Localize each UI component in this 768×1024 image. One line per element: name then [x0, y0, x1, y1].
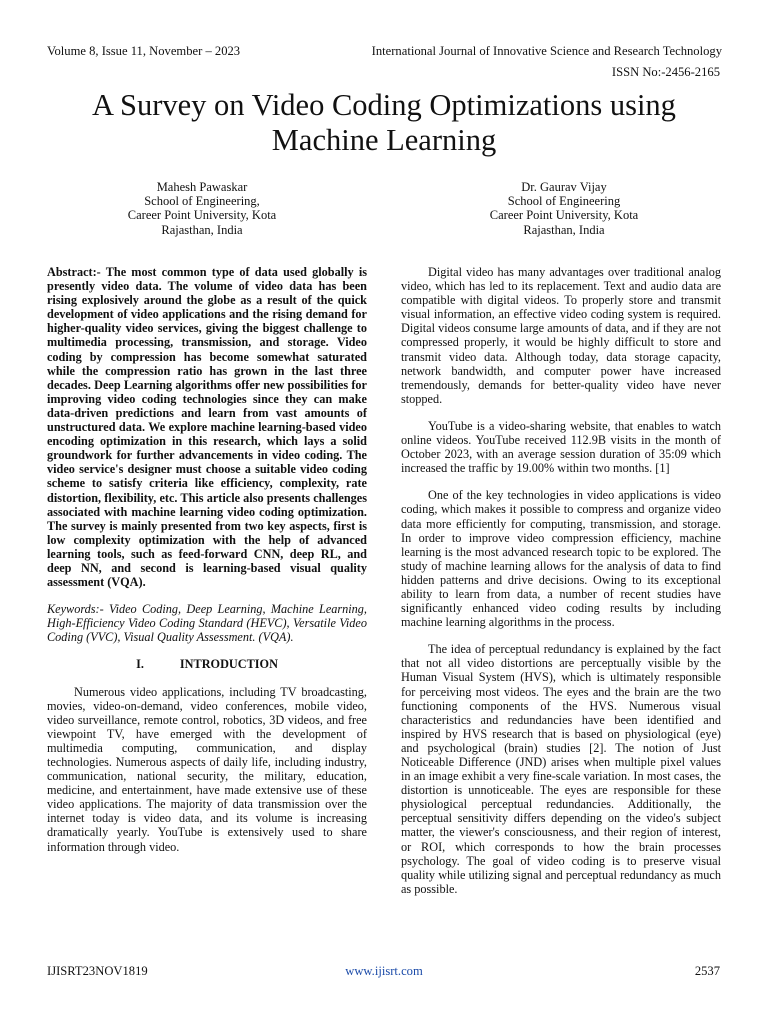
header-journal-name: International Journal of Innovative Science and Research Technology	[371, 44, 722, 58]
author-location: Rajasthan, India	[523, 222, 605, 237]
body-paragraph: The idea of perceptual redundancy is explained by the fact that not all video distortions are perceptually visible by the Human Visual System (HVS), which is ultimately responsible for perceiving most videos. The eyes and the brain are the two functioning components of the HVS. Numerous visual characteristics and redundancies have been identified and inspired by HVS research that is based on physiological (eye) and psychological (brain) studies [2]. The notion of Just Noticeable Difference (JND) arises when multiple pixel values in an image exhibit a very fine-scale variation. In most cases, the distortion is unnoticeable. The eyes are responsible for these physiological perceptual redundancies. Additionally, the perceptual sensitivity differs depending on the video's subject matter, the viewer's consciousness, and their region of interest, or ROI, which corresponds to how the brain processes psychology. The goal of video coding is to preserve visual quality while utilizing signal and perceptual redundancy as much as possible.	[401, 642, 721, 896]
author-university: Career Point University, Kota	[489, 208, 639, 223]
intro-paragraph: Numerous video applications, including TV broadcasting, movies, video-on-demand, video conferences, mobile video, video surveillance, remote control, robotics, 3D videos, and free viewpoint TV, have emerged with the development of multimedia computing, communication, and display technologies. Numerous aspects of daily life, including industry, communication, national security, the military, education, medicine, and entertainment, have made extensive use of these video applications. The majority of data transmission over the internet today is video data, and its volume is increasing dramatically yearly. YouTube is extensively used to share information through video.	[47, 684, 367, 854]
paper-title: A Survey on Video Coding Optimizations using Machine Learning	[92, 88, 676, 157]
section-number: I.	[136, 657, 144, 672]
body-paragraph: One of the key technologies in video applications is video coding, which makes it possible to compress and organize video data more efficiently for computing, transmission, and storage. In order to improve video compression efficiency, machine learning is the most advanced research topic to be explored. The study of machine learning allows for the analysis of data to find hidden patterns and drive decisions. Owing to its exceptional ability to learn from data, a number of recent studies have significantly enhanced video coding results by including machine learning algorithms in the process.	[401, 488, 721, 630]
header-volume: Volume 8, Issue 11, November – 2023	[47, 44, 241, 58]
keywords: Keywords:- Video Coding, Deep Learning, Machine Learning, High-Efficiency Video Coding Standard (HEVC), Versatile Video Coding (VVC), Visual Quality Assessment. (VQA).	[47, 602, 367, 645]
author-location: Rajasthan, India	[161, 222, 243, 237]
author-block-1	[82, 180, 322, 237]
author-department: School of Engineering	[507, 194, 621, 209]
author-university: Career Point University, Kota	[127, 208, 277, 223]
author-name: Dr. Gaurav Vijay	[521, 180, 607, 194]
header-issn: ISSN No:-2456-2165	[611, 65, 720, 79]
left-column	[47, 265, 367, 867]
footer-page-number: 2537	[694, 964, 720, 978]
footer-website-link[interactable]: www.ijisrt.com	[345, 964, 423, 978]
author-block-2	[444, 180, 684, 237]
section-heading	[47, 657, 367, 671]
author-department: School of Engineering,	[144, 194, 260, 209]
body-paragraph: Digital video has many advantages over traditional analog video, which has led to its replacement. Text and audio data are compatible with digital videos. To properly store and transmit visual information, an effective video coding system is required. Digital videos consume large amounts of data, and if they are not compressed properly, it would be highly difficult to store and transmit video data. Although today, data storage capacity, network bandwidth, and computer power have increased tremendously, demands for better-quality video have never stopped.	[401, 265, 721, 406]
right-column	[401, 265, 721, 909]
footer-paper-id: IJISRT23NOV1819	[47, 964, 148, 978]
author-name: Mahesh Pawaskar	[156, 180, 248, 194]
section-title: INTRODUCTION	[179, 657, 278, 672]
abstract: Abstract:- The most common type of data used globally is presently video data. The volume of video data has been rising explosively around the globe as a result of the quick development of video applications and the rising demand for higher-quality video services, giving the biggest challenge to multimedia processing, transmission, and storage. Video coding by compression has become somewhat saturated while the compression ratio has grown in the last three decades. Deep Learning algorithms offer new possibilities for improving video coding technologies since they can make data-driven predictions and learn from vast amounts of unstructured data. We explore machine learning-based video encoding optimization in this research, which lays a solid groundwork for further advancements in video coding. The video service's designer must choose a suitable video coding scheme to satisfy criteria like efficiency, complexity, rate distortion, flexibility, etc. This article also presents challenges associated with machine learning video coding optimization. The survey is mainly presented from two key aspects, first is low complexity optimization with the help of advanced learning tools, such as feed-forward CNN, deep RL, and deep NN, and second is learning-based visual quality assessment (VQA).	[47, 265, 367, 590]
body-paragraph: YouTube is a video-sharing website, that enables to watch online videos. YouTube received 112.9B visits in the month of October 2023, with an average session duration of 35:09 which increased the traffic by 19.00% within two months. [1]	[401, 418, 721, 476]
